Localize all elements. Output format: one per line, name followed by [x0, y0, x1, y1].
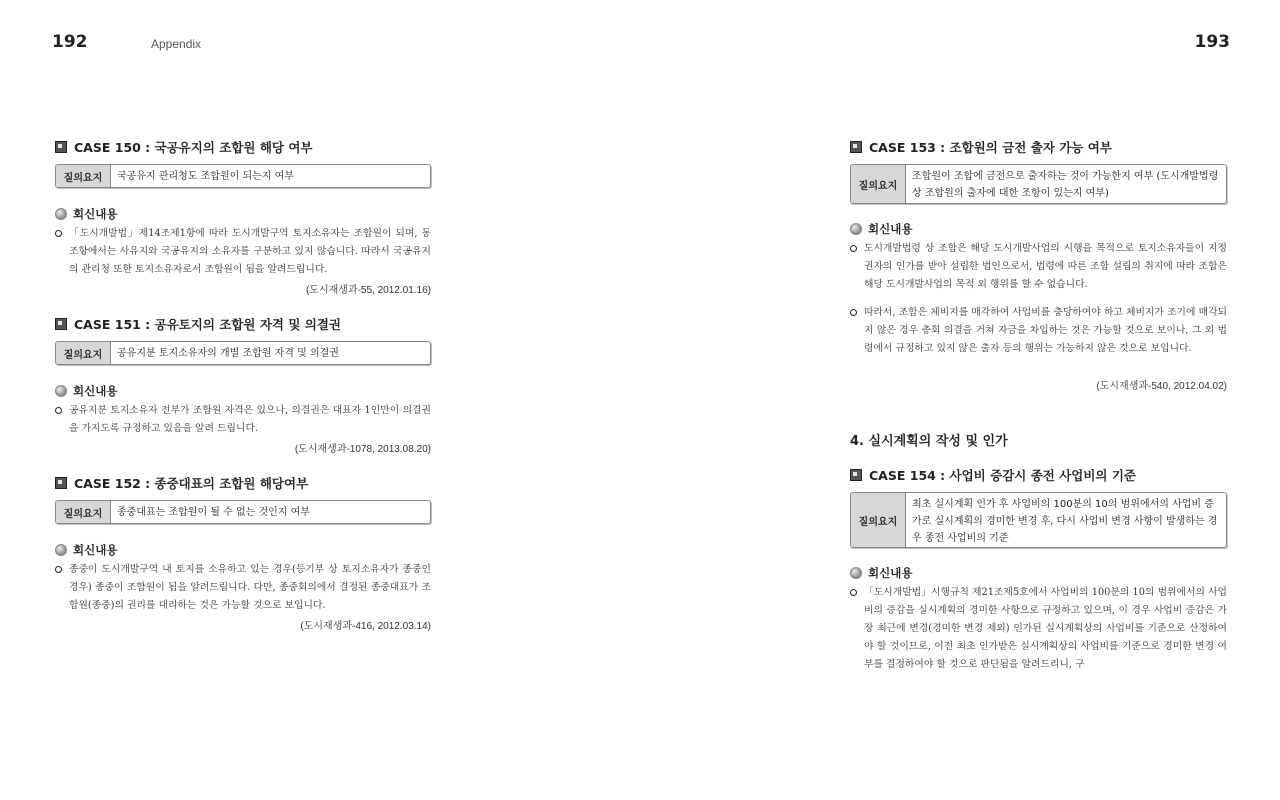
bullet-icon	[850, 589, 857, 596]
case-icon	[55, 141, 67, 153]
query-label: 질의요지	[851, 493, 906, 547]
reply-label: 회신내용	[868, 566, 913, 580]
reply-label: 회신내용	[73, 384, 118, 398]
case-151-reply-heading	[55, 383, 117, 399]
case-icon	[55, 318, 67, 330]
reply-icon	[55, 544, 67, 556]
query-label: 질의요지	[56, 165, 111, 187]
reply-label: 회신내용	[73, 543, 118, 557]
case-154-reply-heading	[850, 565, 912, 581]
case-title-text: CASE 154 : 사업비 증감시 종전 사업비의 기준	[869, 468, 1136, 483]
case-153-query-box	[850, 164, 1227, 204]
query-label: 질의요지	[56, 342, 111, 364]
case-150-reply-heading	[55, 206, 117, 222]
reply-icon	[850, 567, 862, 579]
query-text: 국공유지 관리청도 조합원이 되는지 여부	[117, 171, 294, 182]
right-page	[640, 0, 1280, 800]
case-153-reply-heading	[850, 221, 912, 237]
query-text: 조합원이 조합에 금전으로 출자하는 것이 가능한지 여부 (도시개발법령상 조합원의 출자에 대한 조항이 있는지 여부)	[912, 171, 1219, 199]
paragraph-text: 따라서, 조합은 체비지를 매각하여 사업비를 충당하여야 하고 체비지가 조기에 매각되지 않은 경우 총회 의결을 거쳐 자금을 차입하는 것은 가능할 것으로 보이나, 그 외 법령에서 규정하고 있지 않은 출자 등의 행위는 가능하지 않은 것으로 보입니다.	[864, 307, 1227, 354]
case-150-title	[55, 138, 313, 156]
case-151-query-box	[55, 341, 431, 365]
case-152-query-box	[55, 500, 431, 524]
reply-icon	[55, 208, 67, 220]
page-number-left: 192	[52, 32, 88, 52]
case-150-citation: (도시재생과-55, 2012.01.16)	[305, 285, 431, 296]
query-text: 최초 실시계획 인가 후 사업비의 100분의 10의 범위에서의 사업비 증가로 실시계획의 경미한 변경 후, 다시 사업비 변경 사항이 발생하는 경우 종전 사업비의 기준	[912, 499, 1218, 544]
case-152-citation: (도시재생과-416, 2012.03.14)	[300, 621, 431, 632]
paragraph-text: 「도시개발법」시행규칙 제21조제5호에서 사업비의 100분의 10의 범위에서의 사업비의 증감을 실시계획의 경미한 사항으로 규정하고 있으며, 이 경우 사업비 증감은 가장 최근에 변경(경미한 변경 제외) 인가된 실시계획상의 사업비를 기준으로 산정하여야 할 것이므로, 이전 최초 인가받은 실시계획상의 사업비를 기준으로 경미한 변경 여부를 결정하여야 할 것으로 판단됨을 알려드리니, 구	[864, 587, 1227, 670]
case-154-query-box	[850, 492, 1227, 548]
reply-icon	[850, 223, 862, 235]
reply-label: 회신내용	[868, 222, 913, 236]
bullet-icon	[850, 245, 857, 252]
query-text: 공유지분 토지소유자의 개별 조합원 자격 및 의결권	[117, 348, 339, 359]
case-151-title	[55, 315, 341, 333]
case-151-citation: (도시재생과-1078, 2013.08.20)	[294, 444, 431, 455]
case-icon	[850, 141, 862, 153]
case-152-reply-heading	[55, 542, 117, 558]
case-151-paragraph	[55, 402, 431, 438]
paragraph-text: 「도시개발법」제14조제1항에 따라 도시개발구역 토지소유자는 조합원이 되며, 동 조항에서는 사유지와 국공유지의 소유자를 구분하고 있지 않습니다. 따라서 국공유지의 관리청 또한 토지소유자로서 조합원이 됨을 알려드립니다.	[69, 228, 431, 275]
bullet-icon	[55, 566, 62, 573]
case-icon	[850, 469, 862, 481]
case-title-text: CASE 152 : 종중대표의 조합원 해당여부	[74, 476, 309, 491]
case-title-text: CASE 151 : 공유토지의 조합원 자격 및 의결권	[74, 317, 341, 332]
case-153-citation: (도시재생과-540, 2012.04.02)	[1096, 381, 1227, 392]
section-heading: 4. 실시계획의 작성 및 인가	[850, 434, 1008, 449]
query-text: 종중대표는 조합원이 될 수 없는 것인지 여부	[117, 507, 310, 518]
reply-label: 회신내용	[73, 207, 118, 221]
case-title-text: CASE 150 : 국공유지의 조합원 해당 여부	[74, 140, 313, 155]
case-icon	[55, 477, 67, 489]
paragraph-text: 도시개발법령 상 조합은 해당 도시개발사업의 시행을 목적으로 토지소유자들이 지정권자의 인가를 받아 설립한 법인으로서, 법령에 따른 조합 설립의 취지에 따라 조합은 해당 도시개발사업의 목적 외 행위를 할 수 없습니다.	[864, 243, 1227, 290]
case-152-paragraph	[55, 561, 431, 615]
page-number-right: 193	[1194, 32, 1230, 52]
case-title-text: CASE 153 : 조합원의 금전 출자 가능 여부	[869, 140, 1112, 155]
bullet-icon	[55, 230, 62, 237]
running-head: Appendix	[151, 37, 202, 51]
query-label: 질의요지	[56, 501, 111, 523]
paragraph-text: 종중이 도시개발구역 내 토지를 소유하고 있는 경우(등기부 상 토지소유자가 종중인 경우) 종중이 조합원이 됨을 알려드립니다. 다만, 종중회의에서 결정된 종중대표가 조합원(종중)의 권리를 대리하는 것은 가능할 것으로 보입니다.	[69, 564, 431, 611]
case-150-paragraph	[55, 225, 431, 279]
case-153-title	[850, 138, 1112, 156]
bullet-icon	[55, 407, 62, 414]
case-153-paragraph-1	[850, 240, 1227, 294]
paragraph-text: 공유지분 토지소유자 전부가 조합원 자격은 있으나, 의결권은 대표자 1인만이 의결권을 가지도록 규정하고 있음을 알려 드립니다.	[69, 405, 431, 434]
bullet-icon	[850, 309, 857, 316]
case-150-query-box	[55, 164, 431, 188]
case-154-title	[850, 466, 1136, 484]
case-152-title	[55, 474, 308, 492]
case-153-paragraph-2	[850, 304, 1227, 358]
query-label: 질의요지	[851, 165, 906, 203]
reply-icon	[55, 385, 67, 397]
case-154-paragraph	[850, 584, 1227, 674]
